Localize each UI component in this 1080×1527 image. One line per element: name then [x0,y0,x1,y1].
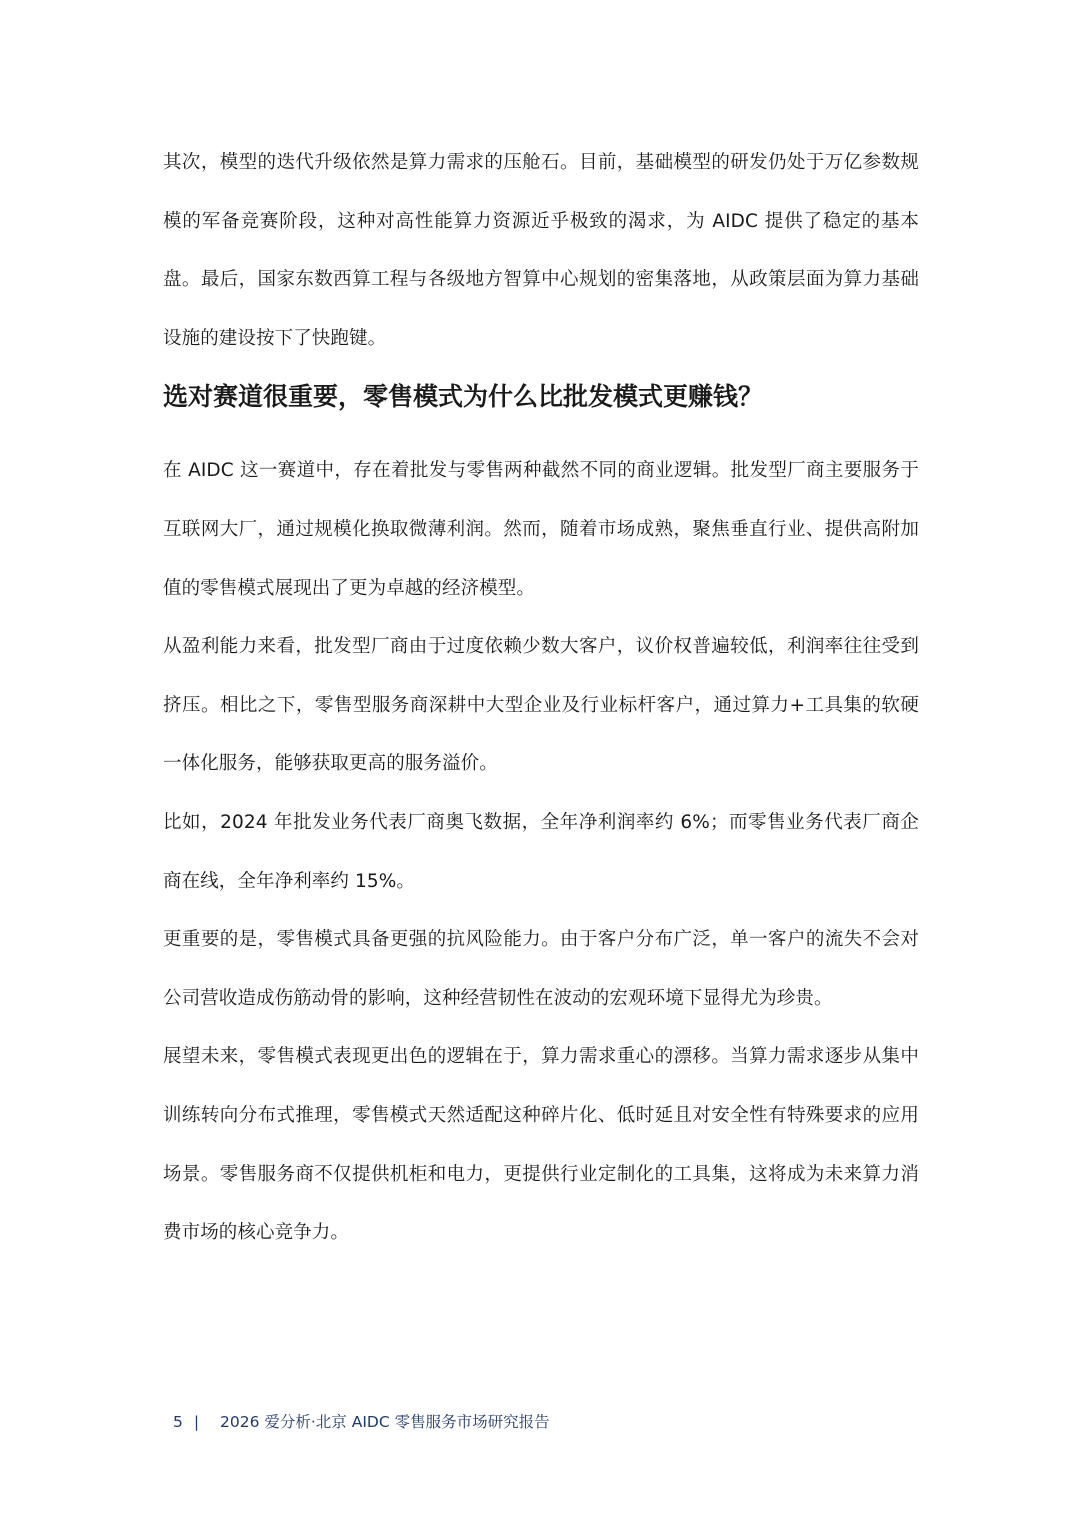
article-body [163,134,919,1263]
section-heading: 选对赛道很重要，零售模式为什么比批发模式更赚钱？ [163,382,764,412]
paragraph-4: 更重要的是，零售模式具备更强的抗风险能力。由于客户分布广泛，单一客户的流失不会对公司营收造成伤筋动骨的影响，这种经营韧性在波动的宏观环境下显得尤为珍贵。 [163,929,919,1009]
footer-separator: | [193,1413,200,1431]
page-number: 5 [173,1413,183,1431]
report-title: 2026 爱分析·北京 AIDC 零售服务市场研究报告 [219,1413,550,1431]
paragraph-5: 展望未来，零售模式表现更出色的逻辑在于，算力需求重心的漂移。当算力需求逐步从集中训练转向分布式推理，零售模式天然适配这种碎片化、低时延且对安全性有特殊要求的应用场景。零售服务商不仅提供机柜和电力，更提供行业定制化的工具集，这将成为未来算力消费市场的核心竞争力。 [163,1046,919,1244]
paragraph-intro: 其次，模型的迭代升级依然是算力需求的压舱石。目前，基础模型的研发仍处于万亿参数规模的军备竞赛阶段，这种对高性能算力资源近乎极致的渴求，为 AIDC 提供了稳定的基本盘。最后，国家东数西算工程与各级地方智算中心规划的密集落地，从政策层面为算力基础设施的建设按下了快跑键。 [163,152,919,349]
page-footer [173,1410,550,1434]
paragraph-3: 比如，2024 年批发业务代表厂商奥飞数据，全年净利润率约 6%；而零售业务代表厂商企商在线，全年净利率约 15%。 [163,811,919,892]
paragraph-1: 在 AIDC 这一赛道中，存在着批发与零售两种截然不同的商业逻辑。批发型厂商主要服务于互联网大厂，通过规模化换取微薄利润。然而，随着市场成熟，聚焦垂直行业、提供高附加值的零售模式展现出了更为卓越的经济模型。 [163,460,919,599]
paragraph-2: 从盈利能力来看，批发型厂商由于过度依赖少数大客户，议价权普遍较低，利润率往往受到挤压。相比之下，零售型服务商深耕中大型企业及行业标杆客户，通过算力+工具集的软硬一体化服务，能够获取更高的服务溢价。 [163,636,919,775]
